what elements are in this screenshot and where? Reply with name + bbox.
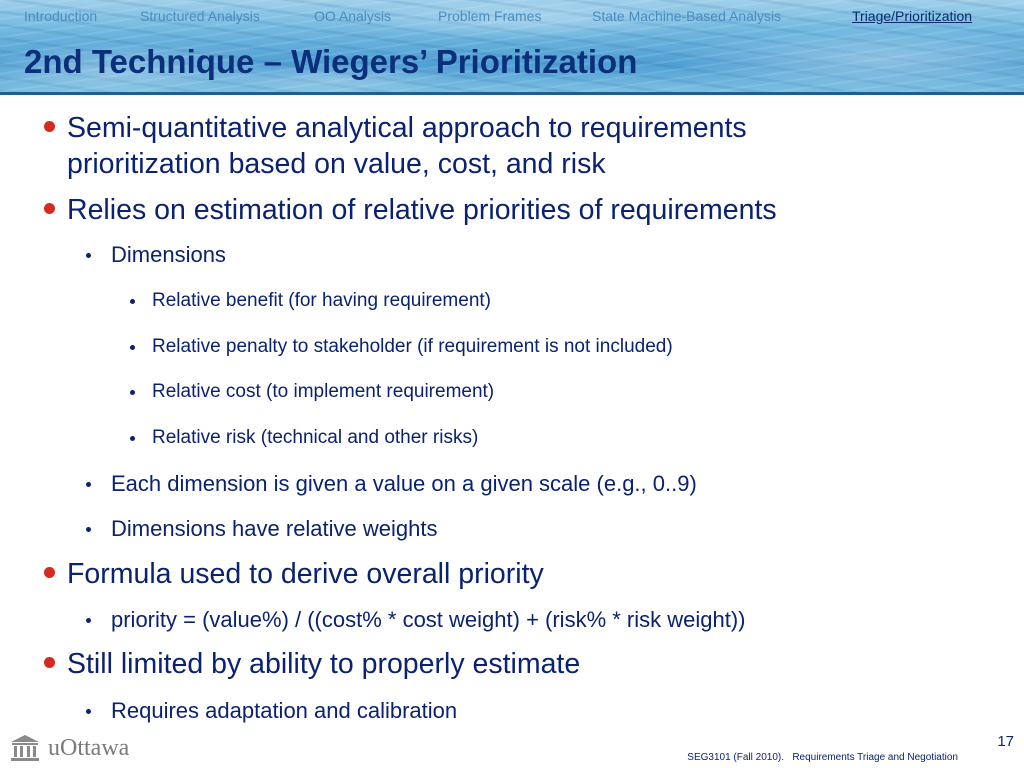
bullet-text: Semi-quantitative analytical approach to requirements (67, 112, 747, 144)
bullet-dot-icon (86, 618, 91, 623)
university-building-icon (10, 734, 40, 762)
footer-course-label: SEG3101 (Fall 2010). Requirements Triage and Negotiation (687, 752, 958, 763)
page-number: 17 (997, 733, 1014, 750)
bullet-text: prioritization based on value, cost, and risk (67, 148, 606, 180)
nav-triage-prioritization[interactable]: Triage/Prioritization (852, 8, 973, 24)
bullet-text: Dimensions (111, 242, 226, 267)
nav-structured-analysis[interactable]: Structured Analysis (140, 8, 260, 24)
bullet-dot-icon (44, 203, 55, 214)
logo-wordmark: uOttawa (48, 735, 130, 761)
bullet-text: Relies on estimation of relative priorities of requirements (67, 194, 777, 226)
bullet-text: Still limited by ability to properly estimate (67, 648, 581, 680)
uottawa-logo (10, 732, 140, 764)
nav-oo-analysis[interactable]: OO Analysis (314, 8, 392, 24)
bullet-text: Relative penalty to stakeholder (if requirement is not included) (152, 336, 673, 357)
bullet-dot-icon (44, 121, 55, 132)
bullet-dot-icon (130, 436, 135, 441)
slide-title: 2nd Technique – Wiegers’ Prioritization (24, 43, 638, 80)
bullet-text: priority = (value%) / ((cost% * cost weight) + (risk% * risk weight)) (111, 607, 746, 632)
bullet-text: Relative cost (to implement requirement) (152, 381, 495, 402)
bullet-dot-icon (86, 253, 91, 258)
nav-state-machine-analysis[interactable]: State Machine-Based Analysis (592, 8, 782, 24)
bullet-text: Requires adaptation and calibration (111, 698, 458, 723)
bullet-dot-icon (86, 527, 91, 532)
bullet-dot-icon (86, 482, 91, 487)
bullet-text: Relative risk (technical and other risks) (152, 427, 479, 448)
bullet-dot-icon (130, 345, 135, 350)
bullet-text: Relative benefit (for having requirement) (152, 290, 492, 311)
bullet-text: Dimensions have relative weights (111, 516, 438, 541)
bullet-dot-icon (86, 709, 91, 714)
bullet-text: Formula used to derive overall priority (67, 558, 544, 590)
bullet-dot-icon (130, 299, 135, 304)
nav-problem-frames[interactable]: Problem Frames (438, 8, 542, 24)
bullet-dot-icon (44, 567, 55, 578)
nav-introduction[interactable]: Introduction (24, 8, 98, 24)
bullet-dot-icon (44, 657, 55, 668)
bullet-text: Each dimension is given a value on a given scale (e.g., 0..9) (111, 471, 697, 496)
bullet-dot-icon (130, 390, 135, 395)
